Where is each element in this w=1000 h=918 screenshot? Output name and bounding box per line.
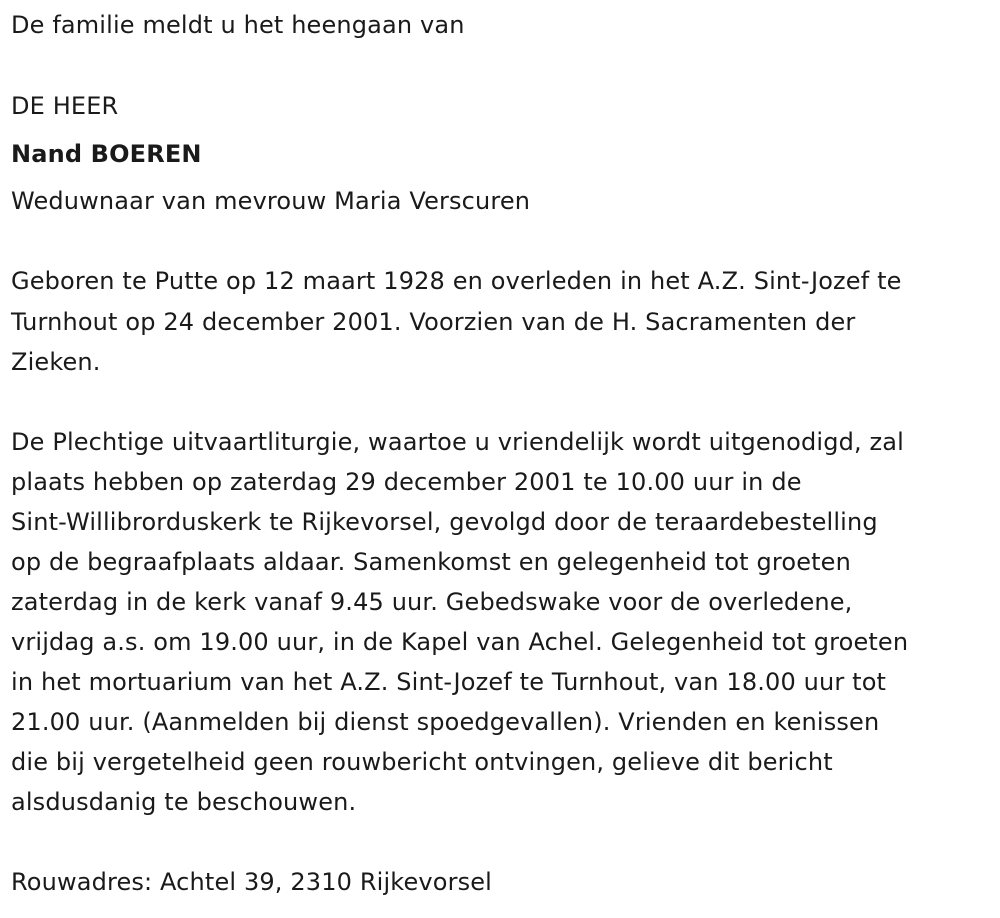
- paragraph-line: Zieken.: [11, 348, 101, 376]
- paragraph-line: Sint-Willibrorduskerk te Rijkevorsel, gevolgd door de teraardebestelling: [11, 508, 878, 536]
- paragraph-line: Geboren te Putte op 12 maart 1928 en overleden in het A.Z. Sint-Jozef te: [11, 267, 902, 295]
- deceased-name: Nand BOEREN: [11, 140, 202, 168]
- paragraph-line: Turnhout op 24 december 2001. Voorzien van de H. Sacramenten der: [11, 308, 856, 336]
- spouse-line: Weduwnaar van mevrouw Maria Verscuren: [11, 187, 531, 215]
- paragraph-line: 21.00 uur. (Aanmelden bij dienst spoedgevallen). Vrienden en kenissen: [11, 708, 880, 736]
- paragraph-line: zaterdag in de kerk vanaf 9.45 uur. Gebedswake voor de overledene,: [11, 588, 853, 616]
- mourning-address: Rouwadres: Achtel 39, 2310 Rijkevorsel: [11, 868, 492, 896]
- paragraph-line: die bij vergetelheid geen rouwbericht ontvingen, gelieve dit bericht: [11, 748, 833, 776]
- paragraph-line: in het mortuarium van het A.Z. Sint-Jozef te Turnhout, van 18.00 uur tot: [11, 668, 887, 696]
- paragraph-line: alsdusdanig te beschouwen.: [11, 788, 357, 816]
- intro-text: De familie meldt u het heengaan van: [11, 11, 465, 39]
- paragraph-line: plaats hebben op zaterdag 29 december 2001 te 10.00 uur in de: [11, 468, 802, 496]
- paragraph-line: De Plechtige uitvaartliturgie, waartoe u vriendelijk wordt uitgenodigd, zal: [11, 428, 904, 456]
- paragraph-line: op de begraafplaats aldaar. Samenkomst en gelegenheid tot groeten: [11, 548, 851, 576]
- honorific: DE HEER: [11, 92, 119, 120]
- paragraph-line: vrijdag a.s. om 19.00 uur, in de Kapel van Achel. Gelegenheid tot groeten: [11, 628, 909, 656]
